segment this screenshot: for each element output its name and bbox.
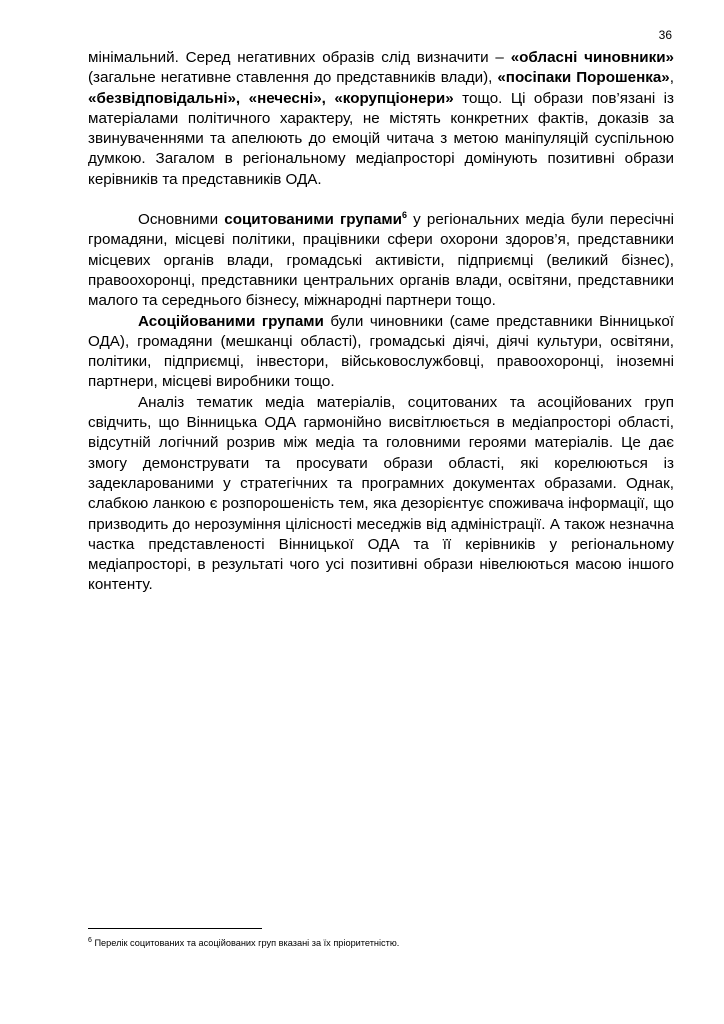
- paragraph-cocited-groups: [88, 210, 674, 311]
- bold-term: «безвідповідальні», «нечесні», «корупціонери»: [88, 89, 454, 107]
- text-run: Основними: [138, 211, 225, 229]
- footnote-marker: 6: [88, 936, 92, 944]
- text-run: у регіональних медіа були пересічні громадяни, місцеві політики, працівники сфери охорони здоров’я, представники місцевих органів влади, громадські активісти, підприємці (великий бізнес), правоохоронці, представники центральних органів влади, освітяни, представники малого та середнього бізнесу, міжнародні партнери тощо.: [88, 211, 674, 310]
- paragraph-analysis: [88, 393, 674, 596]
- bold-term: социтованими групами: [224, 211, 402, 229]
- text-run: були чиновники (саме представники Вінницької ОДА), громадяни (мешканці області), громадські діячі, діячі культури, освітяни, політики, підприємці, інвестори, військовослужбовці, правоохоронці, іноземні партнери, місцеві виробники тощо.: [88, 312, 674, 391]
- text-run: ,: [669, 69, 674, 87]
- bold-term: Асоційованими групами: [138, 312, 324, 330]
- text-run: тощо. Ці образи пов’язані із матеріалами політичного характеру, не містять конкретних фактів, доказів за звинуваченнями та апелюють до емоцій читача з метою маніпуляцій суспільною думкою. Загалом в регіональному медіапросторі домінують позитивні образи керівників та представників ОДА.: [88, 89, 675, 188]
- footnote: [88, 937, 674, 949]
- page-number: 36: [658, 28, 672, 42]
- footnote-divider: [88, 928, 262, 929]
- footnote-text: Перелік социтованих та асоційованих груп вказані за їх пріоритетністю.: [91, 938, 400, 948]
- paragraph-associated-groups: [88, 312, 674, 393]
- paragraph-negative-images: [88, 48, 674, 190]
- bold-term: «обласні чиновники»: [510, 49, 675, 66]
- text-run: Аналіз тематик медіа матеріалів, социтованих та асоційованих груп свідчить, що Вінницька ОДА гармонійно висвітлюється в медіапросторі області, відсутній логічний розрив між медіа та головними героями матеріалів. Це дає змогу демонструвати та просувати образи області, які корелюються із задекларованими у стратегічних та програмних документах образами. Однак, слабкою ланкою є розпорошеність тем, яка дезорієнтує споживача інформації, що призводить до нерозуміння цілісності меседжів від адміністрації. А також незначна частка представленості Вінницької ОДА та її керівників у регіональному медіапросторі, в результаті чого усі позитивні образи нівелюються масою іншого контенту.: [88, 393, 674, 594]
- bold-term: «посіпаки Порошенка»: [497, 69, 670, 87]
- footnote-reference[interactable]: 6: [402, 210, 408, 221]
- text-run: мінімальний. Серед негативних образів слід визначити –: [88, 49, 511, 66]
- text-run: (загальне негативне ставлення до представників влади),: [88, 69, 498, 87]
- body-text: [88, 48, 674, 596]
